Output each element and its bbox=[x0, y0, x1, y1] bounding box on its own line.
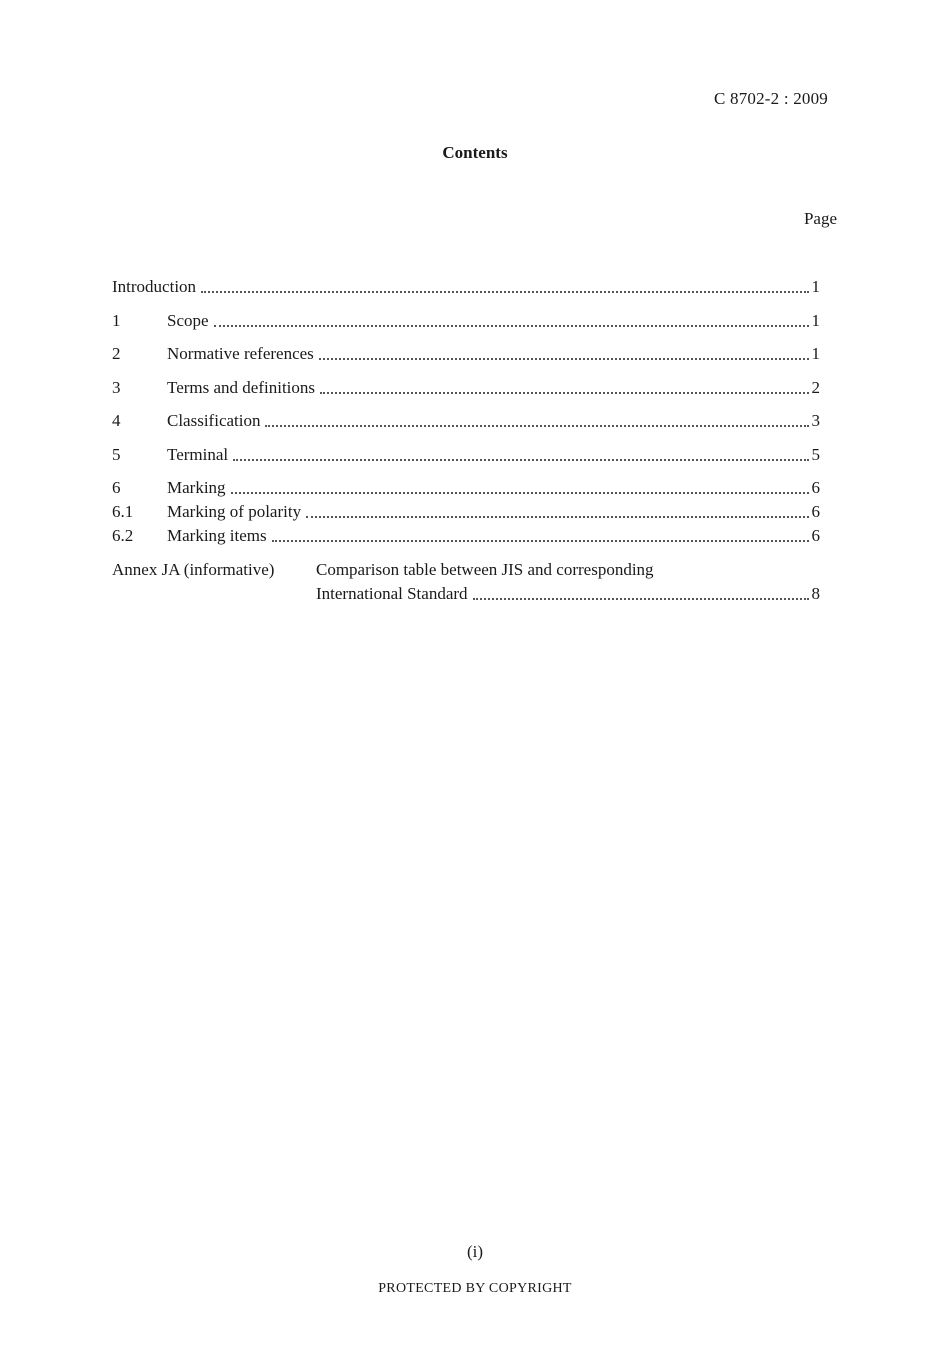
toc-label: Normative references bbox=[167, 344, 314, 363]
toc-section-number: 6.2 bbox=[112, 526, 134, 545]
toc-page-number: 6 bbox=[811, 478, 820, 497]
toc-label: Introduction bbox=[112, 277, 197, 296]
toc-section-number: 5 bbox=[112, 444, 121, 464]
dot-leader bbox=[272, 540, 809, 542]
toc-page-number: 6 bbox=[811, 526, 820, 545]
dot-leader bbox=[306, 516, 808, 518]
dot-leader bbox=[231, 492, 809, 494]
toc-entry-scope[interactable] bbox=[112, 309, 820, 333]
toc-entry-normative-references[interactable] bbox=[112, 342, 820, 366]
toc-entry-terms-and-definitions[interactable] bbox=[112, 376, 820, 400]
dot-leader bbox=[473, 598, 809, 600]
toc-label: Terms and definitions bbox=[167, 377, 316, 397]
annex-prefix: Annex JA (informative) bbox=[112, 559, 275, 579]
toc-entry-terminal[interactable] bbox=[112, 443, 820, 467]
page-column-header: Page bbox=[803, 209, 837, 228]
toc-entry-introduction[interactable] bbox=[112, 275, 820, 299]
toc-entry-marking[interactable] bbox=[112, 476, 820, 500]
table-of-contents bbox=[112, 275, 820, 606]
toc-page-number: 2 bbox=[811, 377, 820, 397]
page-title: Contents bbox=[442, 143, 508, 162]
toc-entry-marking-items[interactable] bbox=[112, 524, 820, 548]
annex-title-line-2: International Standard bbox=[316, 583, 468, 603]
annex-title-line-1: Comparison table between JIS and corresponding bbox=[316, 559, 654, 579]
toc-page-number: 8 bbox=[811, 583, 820, 603]
toc-entry-annex-ja[interactable] bbox=[112, 558, 820, 606]
copyright-notice: PROTECTED BY COPYRIGHT bbox=[378, 1281, 572, 1296]
toc-entry-marking-of-polarity[interactable] bbox=[112, 500, 820, 524]
dot-leader bbox=[233, 459, 808, 461]
toc-section-number: 6.1 bbox=[112, 502, 134, 521]
toc-label: Marking of polarity bbox=[167, 502, 302, 521]
toc-section-number: 1 bbox=[112, 310, 121, 330]
toc-page-number: 1 bbox=[811, 344, 820, 363]
dot-leader bbox=[201, 291, 808, 293]
toc-label: Scope bbox=[167, 310, 209, 330]
toc-entry-classification[interactable] bbox=[112, 409, 820, 433]
toc-page-number: 5 bbox=[811, 444, 820, 464]
toc-page-number: 1 bbox=[811, 310, 820, 330]
toc-page-number: 6 bbox=[811, 502, 820, 521]
dot-leader bbox=[214, 325, 809, 327]
footer-page-number: (i) bbox=[466, 1242, 484, 1261]
dot-leader bbox=[320, 392, 808, 394]
dot-leader bbox=[265, 425, 808, 427]
document-id: C 8702-2 : 2009 bbox=[714, 89, 828, 108]
toc-section-number: 2 bbox=[112, 344, 121, 363]
dot-leader bbox=[319, 358, 809, 360]
toc-section-number: 3 bbox=[112, 377, 121, 397]
toc-page-number: 3 bbox=[811, 411, 820, 430]
toc-label: Terminal bbox=[167, 444, 229, 464]
toc-section-number: 6 bbox=[112, 478, 121, 497]
toc-page-number: 1 bbox=[811, 277, 820, 296]
toc-section-number: 4 bbox=[112, 411, 121, 430]
toc-label: Marking bbox=[167, 478, 226, 497]
toc-label: Marking items bbox=[167, 526, 267, 545]
toc-label: Classification bbox=[167, 411, 261, 430]
